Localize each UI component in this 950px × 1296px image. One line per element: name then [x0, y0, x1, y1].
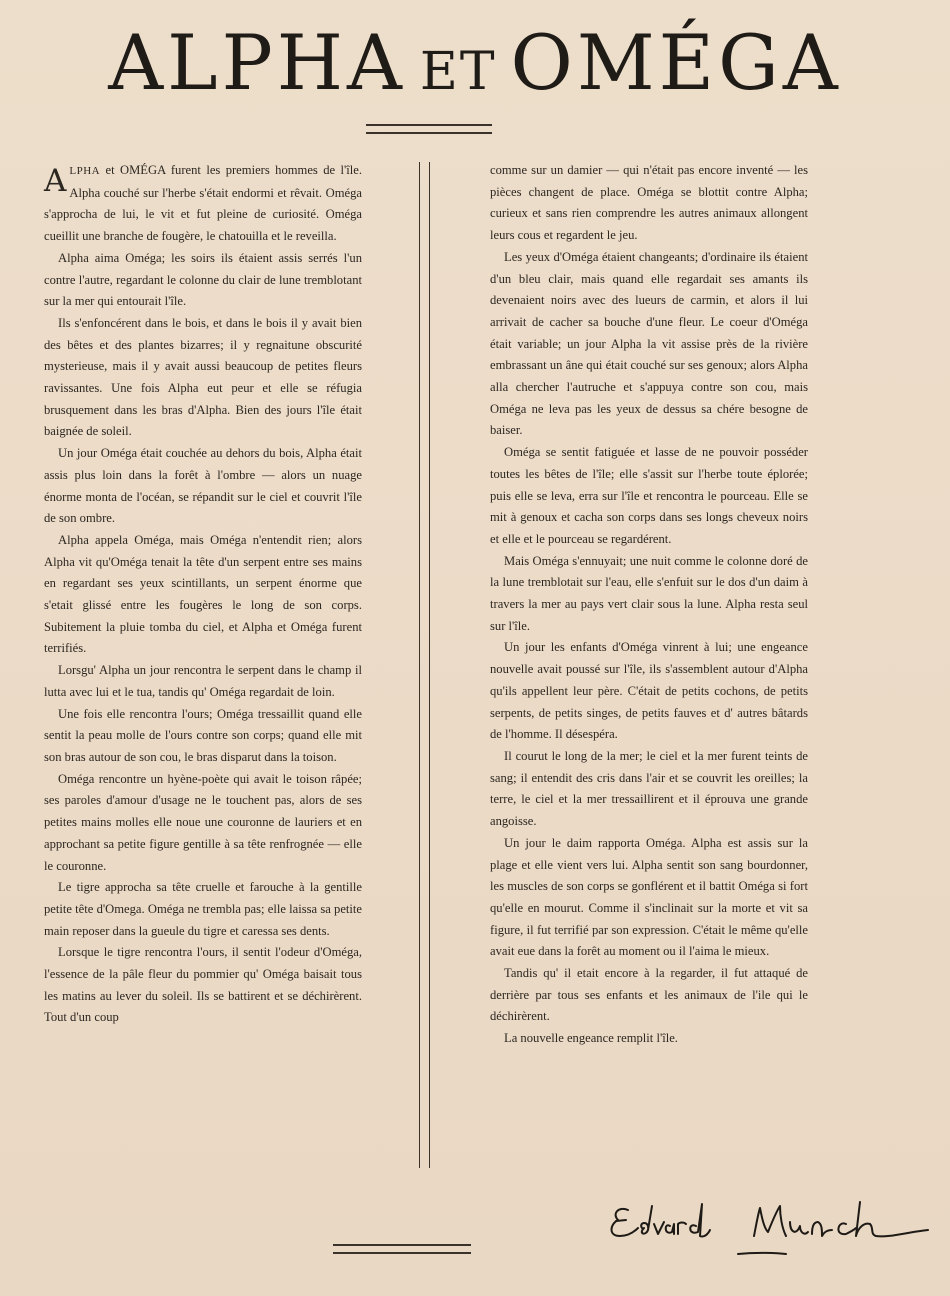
paragraph: Tandis qu' il etait encore à la regarder, il fut attaqué de derrière par tous ses enfants et les animaux de l'ile qui le déchirèrent.	[490, 966, 808, 1024]
paragraph: Lorsque le tigre rencontra l'ours, il sentit l'odeur d'Oméga, l'essence de la pâle fleur du pommier qu' Oméga baisait tous les matins au lever du soleil. Ils se battirent et se déchirèrent. Tout d'un coup	[44, 945, 362, 1025]
bottom-double-rule	[333, 1244, 471, 1254]
text-column-right	[490, 160, 808, 1050]
paragraph: Un jour Oméga était couchée au dehors du bois, Alpha était assis plus loin dans la forêt à l'ombre — alors un nuage énorme monta de l'océan, se répandit sur le ciel et couvrit l'île de son ombre.	[44, 446, 362, 526]
paragraph: Mais Oméga s'ennuyait; une nuit comme le colonne doré de la lune tremblotait sur l'eau, elle s'enfuit sur le dos d'un daim à travers la mer au pays vert clair sous la lune. Alpha resta seul sur l'île.	[490, 553, 808, 633]
opening-text: et OMÉGA furent les premiers hommes de l'île. Alpha couché sur l'herbe s'était endormi et rêvait. Oméga s'approcha de lui, le vit et fut pleine de curiosité. Oméga cueillit une branche de fougère, le chatouilla et le reveilla.	[44, 163, 362, 244]
paragraph: Lorsgu' Alpha un jour rencontra le serpent dans le champ il lutta avec lui et le tua, tandis qu' Oméga regardait de loin.	[44, 663, 362, 699]
continued-paragraph: comme sur un damier — qui n'était pas encore inventé — les pièces changent de place. Oméga se blottit contre Alpha; curieux et sans rien comprendre les autres animaux allongent leurs cous et regardent le jeu.	[490, 163, 808, 243]
paragraph: Alpha appela Oméga, mais Oméga n'entendit rien; alors Alpha vit qu'Oméga tenait la tête d'un serpent entre ses mains en regardant ses yeux scintillants, un serpent énorme que s'etait glissé entre les fougères le long de son corps. Subitement la pluie tomba du ciel, et Alpha et Oméga furent terrifiés.	[44, 532, 362, 656]
paragraph: Oméga rencontre un hyène-poète qui avait le toison râpée; ses paroles d'amour d'usage ne le touchent pas, alors de ses petites mains molles elle noue une couronne de lauriers et en approchant sa petite figure gentille à sa tête renfrognée — elle le couronne.	[44, 771, 362, 873]
paragraph: Les yeux d'Oméga étaient changeants; d'ordinaire ils étaient d'un bleu clair, mais quand elle regardait ses amants ils devenaient noirs avec des lueurs de carmin, et alors il lui arrivait de cacher sa bouche d'une fleur. Le coeur d'Oméga était variable; un jour Alpha la vit assise près de la rivière embrassant un âne qui était couché sur ses genoux; alors Alpha alla chercher l'autruche et s'appuya contre son cou, mais Oméga ne leva pas les yeux de dessus sa chére besogne de baiser.	[490, 249, 808, 438]
paragraph: Une fois elle rencontra l'ours; Oméga tressaillit quand elle sentit la peau molle de l'ours contre son corps; quand elle mit son bras autour de son cou, le bras disparut dans la toison.	[44, 706, 362, 764]
signature-drawing	[608, 1192, 938, 1272]
drop-cap: A	[44, 163, 67, 199]
handwritten-signature	[608, 1192, 938, 1277]
paragraph: Oméga se sentit fatiguée et lasse de ne pouvoir posséder toutes les bêtes de l'île; elle s'assit sur l'herbe toute éplorée; puis elle se leva, erra sur l'île et rencontra le pourceau. Elle se mit à genoux et cacha son corps dans ses longs cheveux noirs et elle et le pourceau se regardérent.	[490, 445, 808, 546]
opening-paragraph	[44, 160, 362, 248]
page-title	[0, 18, 950, 117]
paragraph: Le tigre approcha sa tête cruelle et farouche à la gentille petite tête d'Omega. Oméga ne trembla pas; elle laissa sa petite main reposer dans la gueule du tigre et caressa ses dents.	[44, 880, 362, 938]
title-double-rule	[366, 124, 492, 134]
column-divider	[419, 162, 430, 1168]
title-word-omega: OMÉGA	[510, 18, 842, 107]
paragraph: Ils s'enfoncérent dans le bois, et dans le bois il y avait bien des bêtes et des plantes bizarres; il y regnaitune obscurité mysterieuse, mais il y avait aussi beaucoup de petites fleurs ravissantes. Une fois Alpha eut peur et elle se réfugia brusquement dans les bras d'Alpha. Bien des jours l'île était baignée de soleil.	[44, 315, 362, 439]
opening-smallcaps: LPHA	[69, 165, 101, 177]
paragraph: Il courut le long de la mer; le ciel et la mer furent teints de sang; il entendit des cris dans l'air et se couvrit les oreilles; la terre, le ciel et la mer tressaillirent et il éprouva une grande angoisse.	[490, 748, 808, 829]
paragraph: Un jour les enfants d'Oméga vinrent à lui; une engeance nouvelle avait poussé sur l'île, ils s'assemblent autour d'Alpha qu'ils appellent leur père. C'était de petits cochons, de petits serpents, de petits singes, de petits fauves et d' autres bâtards de l'homme. Il désespéra.	[490, 640, 808, 742]
title-word-et: ET	[419, 42, 497, 102]
paragraph: Alpha aima Oméga; les soirs ils étaient assis serrés l'un contre l'autre, regardant le colonne du clair de lune tremblotant sur la mer qui entourait l'île.	[44, 250, 362, 309]
paragraph: La nouvelle engeance remplit l'île.	[504, 1031, 678, 1046]
paragraph: Un jour le daim rapporta Oméga. Alpha est assis sur la plage et elle vient vers lui. Alpha sentit son sang bourdonner, les muscles de son corps se gonflérent et il battit Oméga si fort qu'elle en mourut. Comme il s'inclinait sur la morte et vit sa figure, il fut terrifié par son expression. C'était le même qu'elle avait eue dans la forêt au moment ou il l'aima le mieux.	[490, 835, 808, 959]
title-word-alpha: ALPHA	[108, 18, 406, 107]
text-column-left	[44, 160, 362, 1029]
